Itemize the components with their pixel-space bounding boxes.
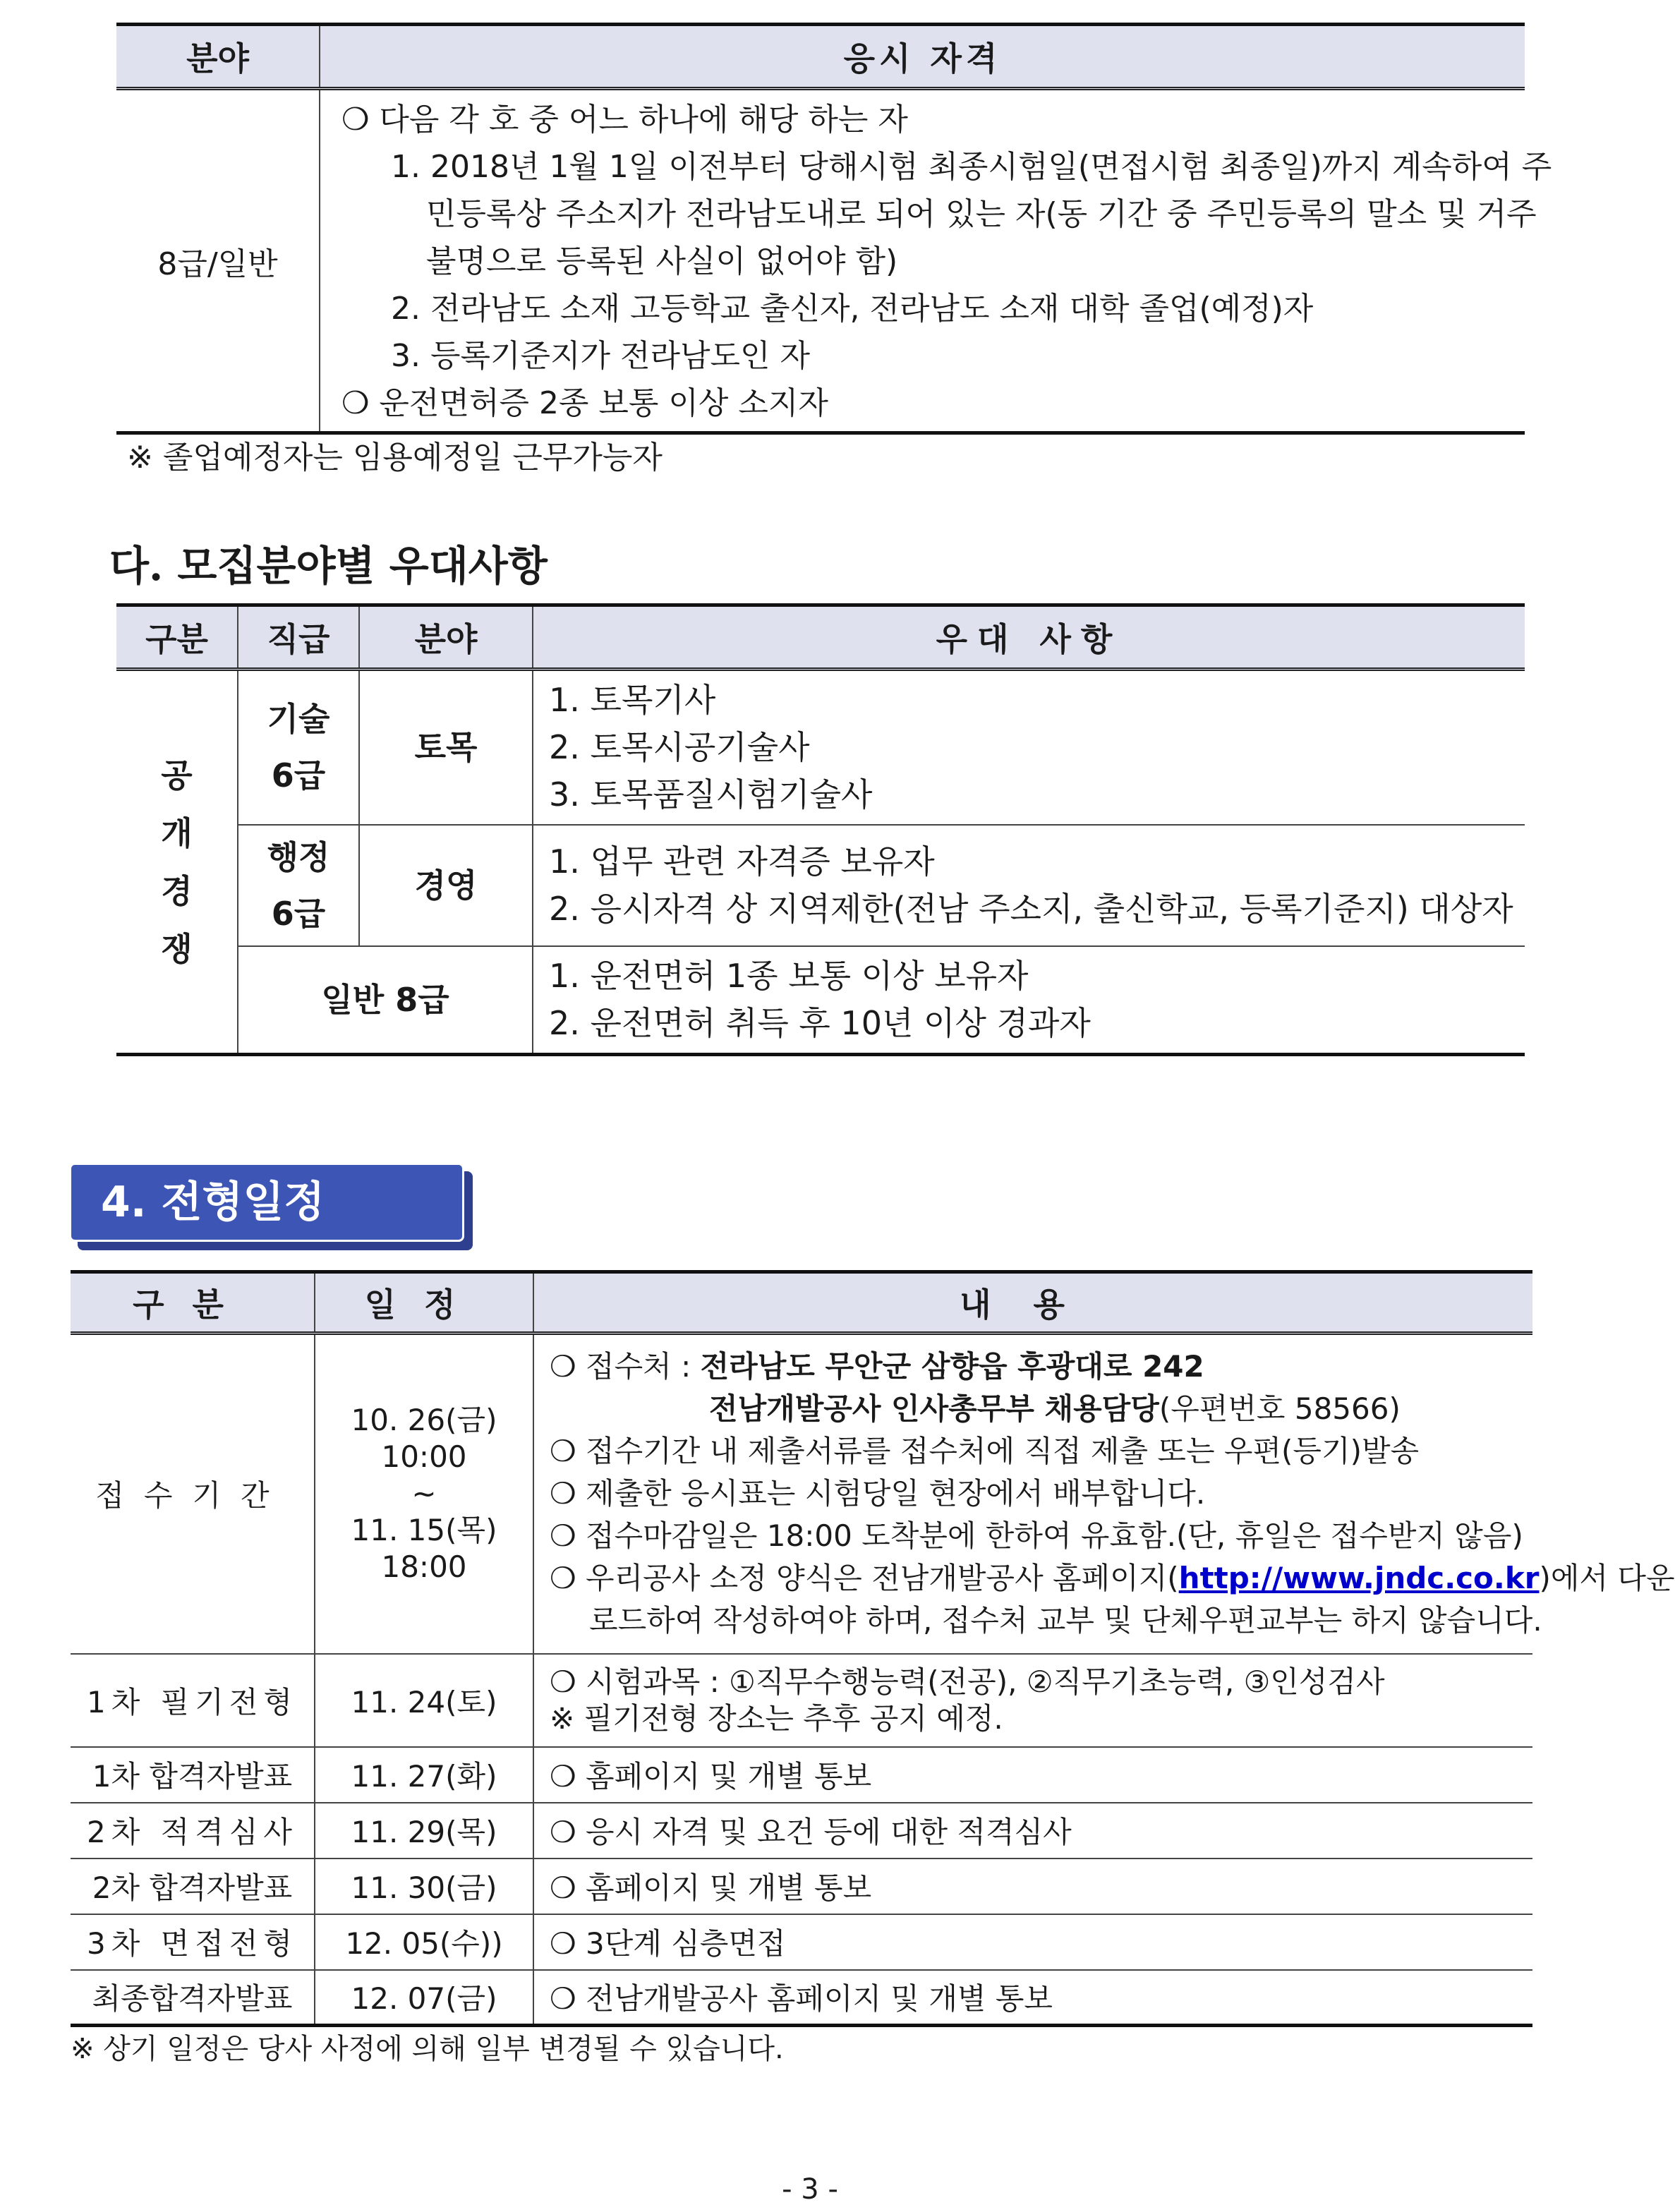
date-line: 10. 26(금) xyxy=(351,1403,497,1438)
content-line: ※ 필기전형 장소는 추후 공지 예정. xyxy=(550,1700,1003,1736)
stage-cell: 2차 합격자발표 xyxy=(71,1859,315,1914)
category-char: 쟁 xyxy=(161,929,193,968)
qual-line: ❍ 다음 각 호 중 어느 하나에 해당 하는 자 xyxy=(341,102,908,138)
grade-line: 6급 xyxy=(271,894,326,933)
header-grade: 직급 xyxy=(238,605,359,670)
homepage-link[interactable]: http://www.jndc.co.kr xyxy=(1178,1561,1540,1596)
grade-cell xyxy=(238,670,359,825)
content-line xyxy=(550,1388,1532,1430)
text: ❍ 우리공사 소정 양식은 전남개발공사 홈페이지( xyxy=(550,1561,1179,1596)
stage-cell: 1차 필기전형 xyxy=(71,1654,315,1747)
field-cell: 8급/일반 xyxy=(116,89,320,433)
date-line: 18:00 xyxy=(381,1549,467,1585)
preference-table xyxy=(116,603,1525,1056)
department-text: 전남개발공사 인사총무부 채용담당 xyxy=(709,1391,1159,1427)
header-category: 구분 xyxy=(116,605,238,670)
category-cell xyxy=(116,670,238,1055)
content-line: ❍ 시험과목 : ①직무수행능력(전공), ②직무기초능력, ③인성검사 xyxy=(550,1664,1385,1699)
date-cell: 12. 05(수)) xyxy=(315,1914,533,1970)
content-line xyxy=(550,1346,1532,1388)
qualification-table xyxy=(116,23,1552,435)
date-cell: 11. 27(화) xyxy=(315,1747,533,1803)
table-row xyxy=(116,825,1525,946)
stage-cell: 3차 면접전형 xyxy=(71,1914,315,1970)
qual-line: 1. 2018년 1월 1일 이전부터 당해시험 최종시험일(면접시험 최종일)까지 계속하여 주 xyxy=(391,149,1552,185)
table-row xyxy=(116,89,1525,433)
category-char: 경 xyxy=(161,871,193,910)
list-item: 2. 응시자격 상 지역제한(전남 주소지, 출신학교, 등록기준지) 대상자 xyxy=(549,889,1513,928)
qual-line: 불명으로 등록된 사실이 없어야 함) xyxy=(426,243,898,279)
header-field: 분야 xyxy=(359,605,533,670)
date-line: 10:00 xyxy=(381,1439,467,1475)
grade-cell xyxy=(238,825,359,946)
preference-items xyxy=(533,825,1525,946)
date-cell: 11. 30(금) xyxy=(315,1859,533,1914)
table-row xyxy=(71,1914,1532,1970)
date-line: ~ xyxy=(411,1476,437,1511)
list-item: 1. 토목기사 xyxy=(549,680,716,719)
preference-items xyxy=(533,670,1525,825)
section-badge: 4. 전형일정 xyxy=(69,1163,464,1242)
grade-line: 6급 xyxy=(271,756,326,795)
date-cell: 11. 24(토) xyxy=(315,1654,533,1747)
stage-cell: 최종합격자발표 xyxy=(71,1970,315,2026)
table-row xyxy=(116,670,1525,825)
grade-line: 행정 xyxy=(267,838,330,876)
header-qualification: 응시 자격 xyxy=(320,25,1525,89)
header-stage: 구분 xyxy=(71,1272,315,1334)
table-header-row xyxy=(71,1272,1532,1334)
list-item: 2. 운전면허 취득 후 10년 이상 경과자 xyxy=(549,1003,1091,1042)
list-item: 1. 업무 관련 자격증 보유자 xyxy=(549,842,935,881)
page-number: - 3 - xyxy=(782,2173,838,2206)
postcode-text: (우편번호 58566) xyxy=(1159,1391,1401,1427)
qual-line: ❍ 운전면허증 2종 보통 이상 소지자 xyxy=(341,385,828,421)
content-line: 로드하여 작성하여야 하며, 접수처 교부 및 단체우편교부는 하지 않습니다. xyxy=(589,1603,1542,1638)
content-cell: ❍ 홈페이지 및 개별 통보 xyxy=(533,1747,1532,1803)
field-cell: 토목 xyxy=(359,670,533,825)
section-heading: 다. 모집분야별 우대사항 xyxy=(109,542,548,590)
graduation-note: ※ 졸업예정자는 임용예정일 근무가능자 xyxy=(127,440,663,476)
date-line: 11. 15(목) xyxy=(351,1513,497,1548)
content-cell: ❍ 홈페이지 및 개별 통보 xyxy=(533,1859,1532,1914)
table-row xyxy=(71,1859,1532,1914)
stage-cell: 접수기간 xyxy=(71,1334,315,1654)
category-char: 개 xyxy=(161,814,193,852)
date-cell xyxy=(315,1334,533,1654)
date-cell: 11. 29(목) xyxy=(315,1803,533,1859)
content-cell: ❍ 응시 자격 및 요건 등에 대한 적격심사 xyxy=(533,1803,1532,1859)
qual-line: 2. 전라남도 소재 고등학교 출신자, 전라남도 소재 대학 졸업(예정)자 xyxy=(391,291,1314,327)
table-row xyxy=(71,1747,1532,1803)
content-cell xyxy=(533,1654,1532,1747)
field-cell: 경영 xyxy=(359,825,533,946)
address-text: 전라남도 무안군 삼향읍 후광대로 242 xyxy=(700,1349,1204,1384)
header-field: 분야 xyxy=(116,25,320,89)
schedule-footnote: ※ 상기 일정은 당사 사정에 의해 일부 변경될 수 있습니다. xyxy=(71,2033,784,2065)
stage-cell: 1차 합격자발표 xyxy=(71,1747,315,1803)
header-content: 내용 xyxy=(533,1272,1532,1334)
schedule-table xyxy=(71,1270,1675,2027)
list-item: 2. 토목시공기술사 xyxy=(549,727,810,766)
qualification-cell xyxy=(320,89,1552,433)
content-line: ❍ 접수마감일은 18:00 도착분에 한하여 유효함.(단, 휴일은 접수받지 않음) xyxy=(550,1518,1523,1554)
list-item: 3. 토목품질시험기술사 xyxy=(549,775,873,814)
header-preference: 우대 사항 xyxy=(533,605,1525,670)
header-date: 일정 xyxy=(315,1272,533,1334)
qual-line: 민등록상 주소지가 전라남도내로 되어 있는 자(동 기간 중 주민등록의 말소 및 거주 xyxy=(426,196,1537,232)
content-cell: ❍ 전남개발공사 홈페이지 및 개별 통보 xyxy=(533,1970,1532,2026)
qual-line: 3. 등록기준지가 전라남도인 자 xyxy=(391,338,810,374)
content-line: ❍ 제출한 응시표는 시험당일 현장에서 배부합니다. xyxy=(550,1476,1206,1511)
content-line: ❍ 접수기간 내 제출서류를 접수처에 직접 제출 또는 우편(등기)발송 xyxy=(550,1434,1420,1469)
table-row xyxy=(71,1654,1532,1747)
category-char: 공 xyxy=(161,756,193,794)
grade-line: 기술 xyxy=(267,700,330,739)
date-cell: 12. 07(금) xyxy=(315,1970,533,2026)
stage-cell: 2차 적격심사 xyxy=(71,1803,315,1859)
list-item: 1. 운전면허 1종 보통 이상 보유자 xyxy=(549,956,1029,995)
text: )에서 다운 xyxy=(1539,1561,1675,1596)
content-cell: ❍ 3단계 심층면접 xyxy=(533,1914,1532,1970)
content-cell xyxy=(533,1334,1675,1654)
table-row xyxy=(71,1334,1532,1654)
table-header-row xyxy=(116,605,1525,670)
table-row xyxy=(71,1803,1532,1859)
grade-field-cell: 일반 8급 xyxy=(238,946,533,1055)
preference-items xyxy=(533,946,1525,1055)
content-line xyxy=(550,1557,1675,1600)
table-row xyxy=(116,946,1525,1055)
table-row xyxy=(71,1970,1532,2026)
text: ❍ 접수처 : xyxy=(550,1349,701,1384)
table-header-row xyxy=(116,25,1525,89)
